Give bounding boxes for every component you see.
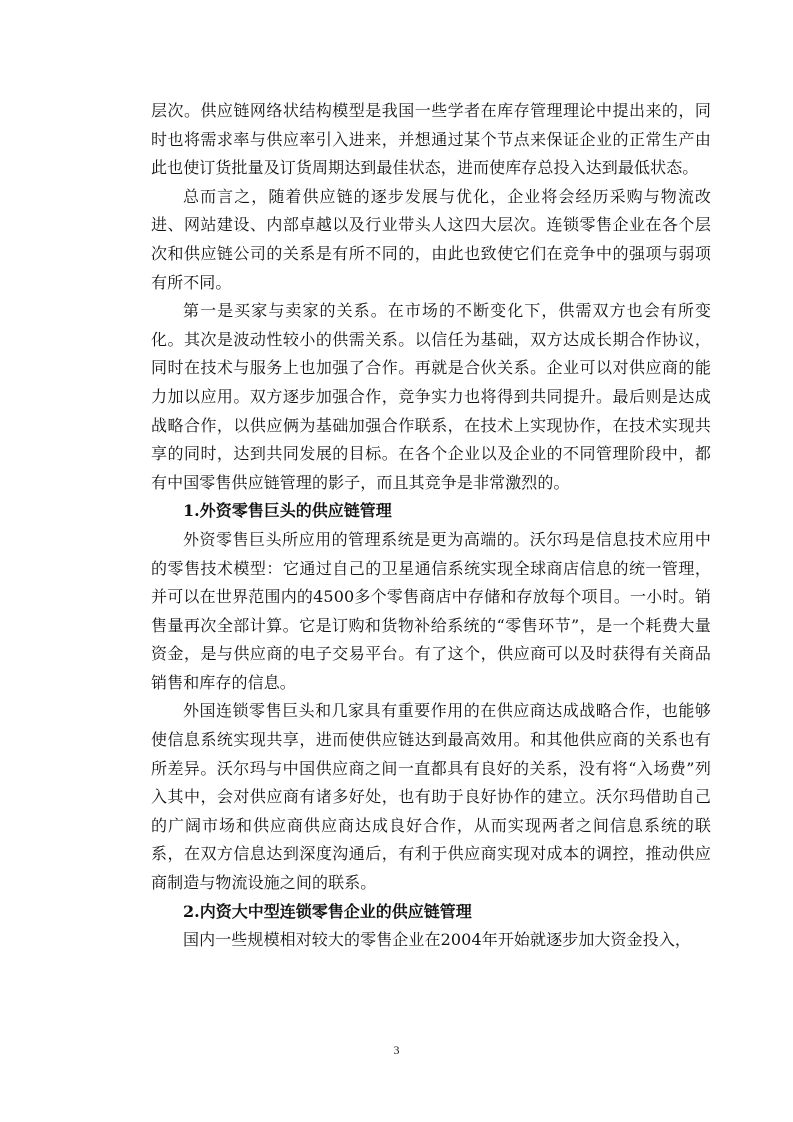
section-heading-2: 2.内资大中型连锁零售企业的供应链管理 — [183, 901, 472, 921]
paragraph-1: 层次。供应链网络状结构模型是我国一些学者在库存管理理论中提出来的，同时也将需求率与供应率引入进来，并想通过某个节点来保证企业的正常生产由此也使订货批量及订货周期达到最佳状态，进而使库存总投入达到最低状态。 — [151, 101, 711, 178]
paragraph-4: 外资零售巨头所应用的管理系统是更为高端的。沃尔玛是信息技术应用中的零售技术模型：它通过自己的卫星通信系统实现全球商店信息的统一管理，并可以在世界范围内的4500多个零售商店中存储和存放每个项目。一小时。销售量再次全部计算。它是订购和货物补给系统的“零售环节”，是一个耗费大量资金，是与供应商的电子交易平台。有了这个，供应商可以及时获得有关商品销售和库存的信息。 — [151, 529, 711, 692]
paragraph-2: 总而言之，随着供应链的逐步发展与优化，企业将会经历采购与物流改进、网站建设、内部卓越以及行业带头人这四大层次。连锁零售企业在各个层次和供应链公司的关系是有所不同的，由此也致使它们在竞争中的强项与弱项有所不同。 — [151, 186, 711, 292]
document-body — [151, 97, 711, 955]
paragraph-3: 第一是买家与卖家的关系。在市场的不断变化下，供需双方也会有所变化。其次是波动性较小的供需关系。以信任为基础，双方达成长期合作协议，同时在技术与服务上也加强了合作。再就是合伙关系。企业可以对供应商的能力加以应用。双方逐步加强合作，竞争实力也将得到共同提升。最后则是达成战略合作，以供应俩为基础加强合作联系，在技术上实现协作，在技术实现共享的同时，达到共同发展的目标。在各个企业以及企业的不同管理阶段中，都有中国零售供应链管理的影子，而且其竞争是非常激烈的。 — [151, 301, 711, 492]
paragraph-5: 外国连锁零售巨头和几家具有重要作用的在供应商达成战略合作，也能够使信息系统实现共享，进而使供应链达到最高效用。和其他供应商的关系也有所差异。沃尔玛与中国供应商之间一直都具有良好的关系，没有将“入场费”列入其中，会对供应商有诸多好处，也有助于良好协作的建立。沃尔玛借助自己的广阔市场和供应商供应商达成良好合作，从而实现两者之间信息系统的联系，在双方信息达到深度沟通后，有利于供应商实现对成本的调控，推动供应商制造与物流设施之间的联系。 — [151, 701, 711, 893]
paragraph-6: 国内一些规模相对较大的零售企业在2004年开始就逐步加大资金投入， — [183, 930, 692, 950]
section-heading-1: 1.外资零售巨头的供应链管理 — [183, 501, 392, 521]
page-number: 3 — [393, 1043, 400, 1057]
